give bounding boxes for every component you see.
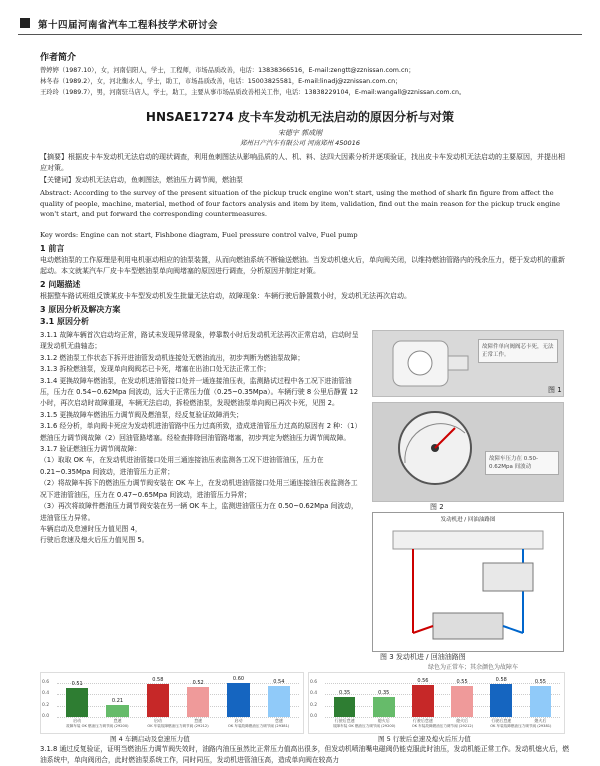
para-fig5-ref: 行驶后怠速及熄火后压力值见图 5。 [40,536,149,545]
para-3-1-7-1: （1）取取 OK 车，在发动机进油管接口处用三通连接油压表监测各工况下进油管油压，压力在 0.21~0.35Mpa 间波动，进油管压力正常； [40,456,324,476]
para-3-1-6: 3.1.6 经分析，单向阀卡死应为发动机进油管路中压力过高所致，造成进油管压力过高的原因有 2 种：（1）燃油压力调节阀故障（2）回油管路堵塞。经检查排除回油管路堵塞，初步判定为燃油压力调节阀故障。 [40,422,362,442]
byline: 宋德宇 郭成刚 [277,129,323,137]
chart5-bar-value-4: 0.58 [495,676,507,683]
section-1-body: 电动燃油泵的工作原理是利用电机驱动相应的油泵装置，从而向燃油系统不断输送燃油。当发动机熄火后，单向阀关闭，以维持燃油管路内的残余压力，便于发动机的重新起动。本文就某汽车厂皮卡车型燃油泵单向阀堵塞的原因进行调查，分析原因并制定对策。 [40,256,565,275]
chart5-bar-5 [530,686,552,717]
chart5-bar-1 [373,697,395,717]
chart4-category-1: 怠速 [113,718,122,723]
chart4-category-4: 启动 [234,718,243,723]
chart5-category-3: 熄火后 [456,718,469,723]
chart4-bar-3 [187,687,209,717]
abstract-cn: 【摘要】根据皮卡车发动机无法启动的现状调查，利用鱼刺图法从影响品质的人、机、料、法四大因素分析并逐项验证，找出皮卡车发动机无法启动的主要原因，并提出相应对策。 [40,153,565,172]
chart5-category-0: 行驶后怠速 [334,718,355,723]
chart5-bar-value-0: 0.35 [339,690,351,696]
para-3-1-7: 3.1.7 验证燃油压力调节阀故障： [40,445,142,454]
para-3-1-7-2: （2）将故障车拆下的燃油压力调节阀安装在 OK 车上，在发动机进油管接口处用三通连接油压表监测各工况下进油管油压，压力在 0.47~0.65Mpa 间波动，进油管压力异常； [40,479,358,499]
author-line-3: 王玲玲（1989.7），男，河南驻马店人，学士，助工，主要从事市场品质改善相关工作，电话：13838229104，E-mail:wangall@zznissan.com.cn。 [40,89,466,96]
chart4-bar-value-3: 0.52 [192,680,204,687]
chart4-category-5: 怠速 [274,718,283,723]
section-2-body: 根据整车路试班组反馈某皮卡车型发动机发生批量无法启动，故障现象：车辆行驶后静置数小时，发动机无法再次启动。 [40,292,411,300]
chart5-group-label-2: OK 车装故障燃油压力调节阀 (29381) [490,724,552,728]
chart5-ytick-3: 0.6 [310,679,318,685]
chart4-gridline-2 [57,694,299,695]
figure-2-label: 图 2 [430,503,444,511]
fig4-caption: 图 4 车辆启动及怠速压力值 [110,735,190,743]
chart5-category-4: 行驶后怠速 [491,718,512,723]
chart5-gridline-1 [325,706,560,707]
page-header [18,12,582,35]
chart4-bar-5 [268,686,290,717]
header-mark-icon [20,18,30,28]
chart5-gridline-2 [325,694,560,695]
fig1-note: 故障件单向阀阀芯卡死，无法正常工作。 [478,339,558,363]
section-31-title: 3.1 原因分析 [40,317,89,326]
author-line-2: 林冬春（1989.2），女，河北衡水人，学士，助工，市场品质改善，电话：15003825581，E-mail:linadj@zznissan.com.cn； [40,78,402,85]
chart5-category-5: 熄火后 [534,718,547,723]
chart5-group-label-1: OK 车装故障燃油压力调节阀 (29212) [411,724,474,728]
chart4-bar-value-5: 0.54 [273,679,285,686]
chart5-category-1: 熄火后 [377,718,390,723]
chart4-ytick-0: 0.0 [42,714,50,719]
para-3-1-4: 3.1.4 更换故障车燃油泵，在发动机进油管接口处并一通连接油压表，监测路试过程中各工况下进油管油压，压力在 0.54~0.62Mpa 间波动，远大于正常压力值（0.25~0.35Mpa）。车辆行驶 8 公里后静置 12 小时，再次启动时故障重现，车辆无法启动，拆检燃油泵，发现燃油泵单向阀已再次卡死，见图 2。 [40,376,359,408]
chart4-bar-1 [106,705,128,717]
chart5-bar-value-2: 0.56 [417,678,429,684]
chart4-bar-value-4: 0.60 [232,675,245,682]
chart4-group-label-1: OK 车装故障燃油压力调节阀 (29212) [147,724,209,728]
header-text: 第十四届河南省汽车工程科技学术研讨会 [38,20,219,31]
figure-2 [372,402,564,502]
author-info-title: 作者简介 [40,53,77,63]
chart5-bar-2 [412,685,434,717]
chart4-bar-value-0: 0.51 [71,680,83,687]
paper-title: HNSAE17274 皮卡车发动机无法启动的原因分析与对策 [145,110,455,124]
footer-paragraph: 3.1.8 通过反复验证，证明当燃油压力调节阀失效时，油路内油压虽然比正常压力值高出很多，但发动机喷油嘴电磁阀仍能克服此时油压，发动机能正常工作。发动机熄火后，燃油系统中，单向阀闭合，此时燃油泵系统工作，同时同压，发动机进管油压高，造成单向阀在较高力 [40,745,570,764]
fig5-legend: 绿色为正常车；其余颜色为故障车 [428,664,519,671]
chart4-bar-value-2: 0.58 [152,676,164,683]
author-line-1: 曾婷婷（1987.10），女，河南信阳人，学士，工程师，市场品质改善，电话：13838366516，E-mail:zengtt@zznissan.com.cn； [40,67,415,74]
chart4-bar-value-1: 0.21 [111,698,124,704]
chart-fig4 [40,672,304,734]
figure-1-label: 图 1 [548,386,562,394]
chart4-gridline-3 [57,683,299,684]
chart5-bar-0 [334,697,356,717]
section-2-title: 2 问题描述 [40,280,81,289]
chart5-group-label-0: 故障车装 OK 燃油压力调节阀 (29200) [332,724,396,728]
fig3-inner-title: 发动机进 / 回油油路图 [440,517,496,523]
figure-1 [372,330,564,397]
para-fig4-ref: 车辆启动及怠速时压力值见图 4， [40,524,142,533]
figure-3-label: 图 3 发动机进 / 回油油路图 [380,653,466,661]
keywords-cn: 【关键词】发动机无法启动，鱼刺图法，燃油压力调节阀，燃油泵 [40,176,243,184]
figure-3 [372,512,564,652]
fig2-note: 故障车压力在 0.50-0.62Mpa 间波动 [485,451,559,475]
fig3-diagram [373,513,563,651]
chart-fig5 [308,672,565,734]
chart5-ytick-0: 0.0 [310,714,318,719]
chart4-bar-2 [147,684,169,717]
chart4-category-2: 启动 [153,718,162,723]
chart4-category-0: 启动 [73,718,82,723]
chart5-ytick-2: 0.4 [310,691,318,697]
chart4-gridline-1 [57,706,299,707]
para-3-1-1: 3.1.1 故障车辆首次启动均正常，路试未发现异常现象，停靠数小时后发动机无法再次正常启动，启动时呈现发动机无曲轴态； [40,331,359,351]
para-3-1-3: 3.1.3 拆检燃油泵，发现单向阀阀芯已卡死，堵塞在出油口处无法正常工作； [40,365,271,374]
chart4-ytick-3: 0.6 [42,679,50,685]
chart5-category-2: 行驶后怠速 [412,718,433,723]
chart4-ytick-2: 0.4 [42,691,50,697]
left-column [40,330,362,547]
chart5-bar-value-1: 0.35 [378,690,390,696]
keywords-en: Key words: Engine can not start, Fishbone diagram, Fuel pressure control valve, Fuel pump [40,231,358,239]
chart4-bar-0 [66,688,88,717]
chart5-bar-4 [490,684,512,717]
chart5-bar-value-5: 0.55 [534,678,546,685]
chart4-bar-4 [227,683,249,717]
chart5-bar-value-3: 0.55 [456,678,468,685]
chart5-bar-3 [451,686,473,717]
fig5-caption: 图 5 行驶后怠速及熄火后压力值 [378,735,471,743]
para-3-1-2: 3.1.2 燃油泵工作状态下拆开进油管发动机连接处无燃油流出，初步判断为燃油泵故障； [40,353,305,362]
affiliation: 郑州日产汽车有限公司 河南郑州 450016 [240,139,360,147]
chart5-ytick-1: 0.2 [310,702,318,708]
section-3-title: 3 原因分析及解决方案 [40,305,121,314]
section-1-title: 1 前言 [40,244,65,253]
abstract-en: Abstract: According to the survey of the present situation of the pickup truck engine won't start, using the method of shark fin figure from affect the quality of people, machine, material, method of four factors analysis and item by item, validation, find out the main reason for the pickup truck engine won't start, and put forward the corresponding countermeasures. [40,189,561,218]
para-3-1-7-3: （3）再次将故障件燃油压力调节阀安装在另一辆 OK 车上，监测进油管压力在 0.50~0.62Mpa 间波动，进油管压力异常。 [40,502,358,522]
chart4-ytick-1: 0.2 [42,702,50,708]
para-3-1-5: 3.1.5 更换故障车燃油压力调节阀及燃油泵，经反复验证故障消失； [40,410,243,419]
chart4-group-label-2: OK 车装故障燃油压力调节阀 (29381) [228,724,290,728]
chart4-category-3: 怠速 [194,718,203,723]
chart4-group-label-0: 故障车装 OK 燃油压力调节阀 (29200) [66,724,129,728]
